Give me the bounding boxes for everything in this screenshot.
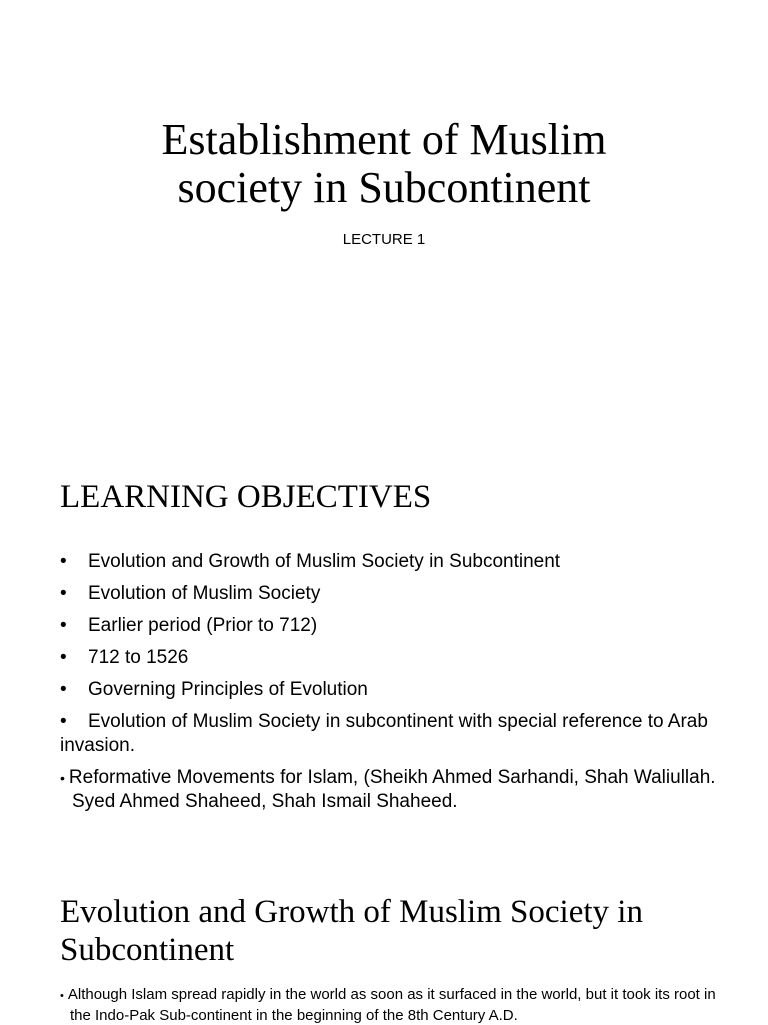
presentation-title bbox=[0, 116, 768, 212]
list-item-text: Governing Principles of Evolution bbox=[88, 679, 368, 700]
title-line-1: Establishment of Muslim bbox=[161, 115, 607, 164]
evolution-heading bbox=[60, 893, 740, 969]
evolution-heading-line-1: Evolution and Growth of Muslim Society in bbox=[60, 894, 643, 930]
objectives-slide bbox=[0, 448, 768, 863]
lecture-subtitle: LECTURE 1 bbox=[342, 231, 426, 248]
list-item bbox=[60, 614, 720, 638]
evolution-paragraph: Although Islam spread rapidly in the world as soon as it surfaced in the world, but it took its root in the Indo-Pak Sub-continent in the beginning of the 8th Century A.D. bbox=[67, 986, 716, 1024]
list-item bbox=[60, 710, 720, 758]
bullet-icon: • bbox=[60, 711, 67, 732]
objectives-list bbox=[60, 550, 720, 822]
evolution-body bbox=[60, 985, 720, 1025]
bullet-icon: • bbox=[60, 770, 65, 786]
title-line-2: society in Subcontinent bbox=[177, 163, 591, 212]
list-item-text: Evolution of Muslim Society bbox=[88, 583, 321, 604]
bullet-icon: • bbox=[60, 647, 67, 668]
list-item-text: Earlier period (Prior to 712) bbox=[88, 615, 318, 636]
bullet-icon: • bbox=[60, 679, 67, 700]
list-item bbox=[60, 582, 720, 606]
list-item bbox=[60, 766, 720, 814]
list-item-text: 712 to 1526 bbox=[88, 647, 189, 668]
bullet-icon: • bbox=[60, 583, 67, 604]
title-slide bbox=[0, 0, 768, 431]
list-item bbox=[60, 678, 720, 702]
list-item bbox=[60, 550, 720, 574]
objectives-heading: LEARNING OBJECTIVES bbox=[60, 479, 432, 515]
list-item bbox=[60, 646, 720, 670]
evolution-slide bbox=[0, 863, 768, 1024]
evolution-heading-line-2: Subcontinent bbox=[60, 932, 235, 968]
list-item-text: Reformative Movements for Islam, (Sheikh Ahmed Sarhandi, Shah Waliullah. Syed Ahmed Shaheed, Shah Ismail Shaheed. bbox=[68, 767, 716, 812]
bullet-icon: • bbox=[60, 615, 67, 636]
list-item bbox=[60, 985, 720, 1025]
list-item-text: Evolution of Muslim Society in subcontinent with special reference to Arab invasion. bbox=[60, 711, 708, 756]
bullet-icon: • bbox=[60, 551, 67, 572]
bullet-icon: • bbox=[60, 990, 64, 1002]
list-item-text: Evolution and Growth of Muslim Society in Subcontinent bbox=[88, 551, 561, 572]
